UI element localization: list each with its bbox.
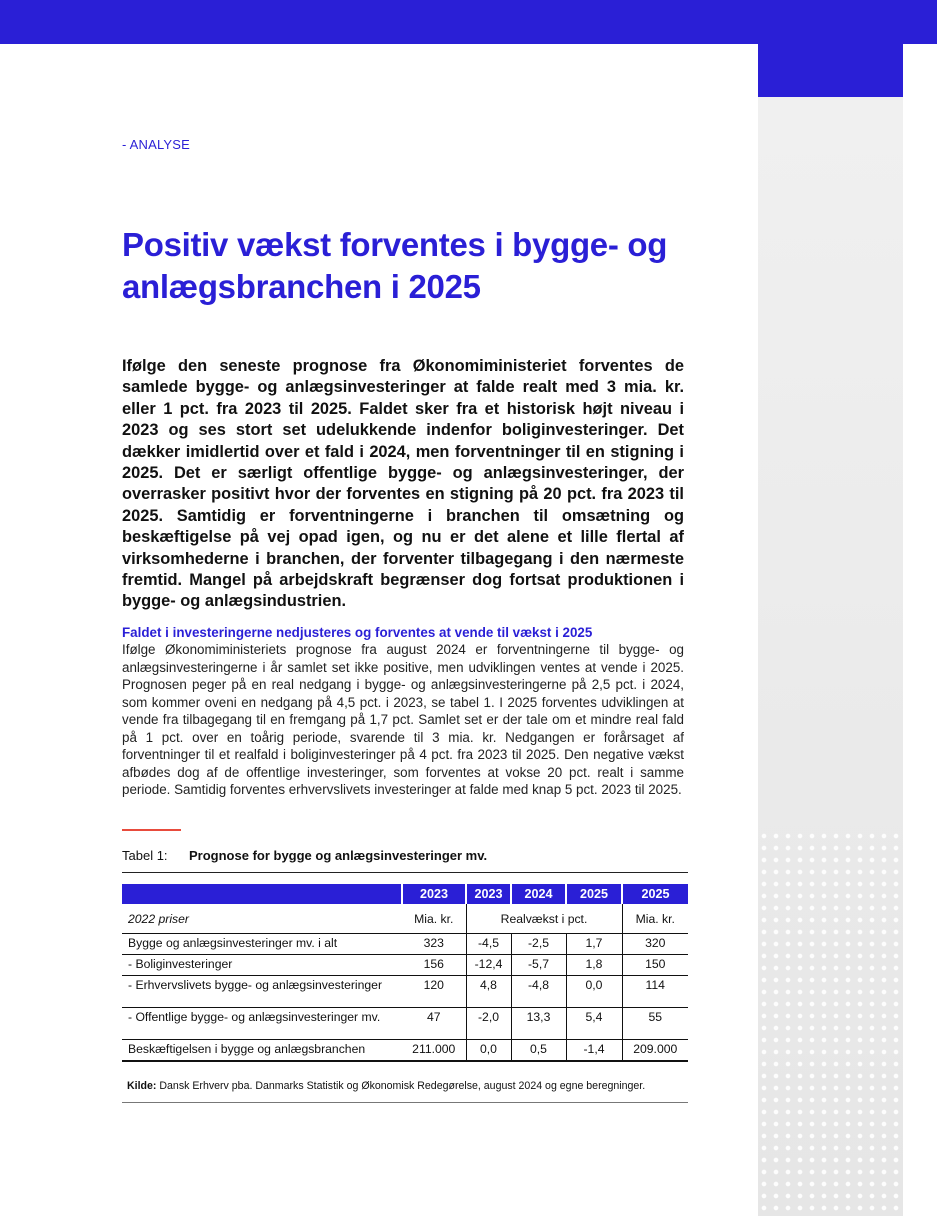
table-number: Tabel 1: xyxy=(122,848,168,863)
table-title: Prognose for bygge og anlægsinvesteringer mv. xyxy=(189,848,488,863)
side-brand-block xyxy=(758,44,903,97)
table-cell: -2,5 xyxy=(511,934,566,955)
source-label: Kilde: xyxy=(127,1080,157,1092)
table-row xyxy=(122,976,688,1008)
table-cell: 150 xyxy=(622,955,688,976)
source-rule xyxy=(122,1102,688,1103)
table-cell: 0,0 xyxy=(566,976,622,1008)
header-year: 2023 xyxy=(402,884,466,904)
table-cell: 13,3 xyxy=(511,1008,566,1040)
table-cell: 0,0 xyxy=(466,1040,511,1062)
table-cell: -5,7 xyxy=(511,955,566,976)
top-brand-bar xyxy=(0,0,937,44)
header-year: 2023 xyxy=(466,884,511,904)
table-cell: 120 xyxy=(402,976,466,1008)
header-year: 2025 xyxy=(566,884,622,904)
header-year: 2025 xyxy=(622,884,688,904)
source-note xyxy=(127,1080,645,1092)
table-cell: 211.000 xyxy=(402,1040,466,1062)
table-cell: 5,4 xyxy=(566,1008,622,1040)
table-cell: 55 xyxy=(622,1008,688,1040)
table-row xyxy=(122,934,688,955)
table-header-row xyxy=(122,884,688,904)
unit-cell: Mia. kr. xyxy=(622,904,688,934)
source-text: Dansk Erhverv pba. Danmarks Statistik og Økonomisk Redegørelse, august 2024 og egne beregninger. xyxy=(156,1080,646,1092)
table-caption xyxy=(122,848,487,863)
table-row xyxy=(122,955,688,976)
unit-row xyxy=(122,904,688,934)
row-label: - Boliginvesteringer xyxy=(122,955,402,976)
table-cell: 0,5 xyxy=(511,1040,566,1062)
table-cell: 4,8 xyxy=(466,976,511,1008)
table-cell: 156 xyxy=(402,955,466,976)
table-row xyxy=(122,1008,688,1040)
unit-cell: Realvækst i pct. xyxy=(466,904,622,934)
row-label: Bygge og anlægsinvesteringer mv. i alt xyxy=(122,934,402,955)
table-row xyxy=(122,1040,688,1062)
row-label: - Erhvervslivets bygge- og anlægsinvesteringer xyxy=(122,976,402,1008)
header-year: 2024 xyxy=(511,884,566,904)
table-cell: 114 xyxy=(622,976,688,1008)
table-cell: -2,0 xyxy=(466,1008,511,1040)
unit-cell: Mia. kr. xyxy=(402,904,466,934)
intro-paragraph: Ifølge den seneste prognose fra Økonomiministeriet forventes de samlede bygge- og anlægsinvesteringer at falde realt med 3 mia. kr. eller 1 pct. fra 2023 til 2025. Faldet sker fra et historisk højt niveau i 2023 og ses stort set udelukkende indenfor boliginvesteringer. Det dækker imidlertid over et fald i 2024, men forventninger til en stigning i 2025. Det er særligt offentlige bygge- og anlægsinvesteringer, der overrasker positivt hvor der forventes en stigning på 20 pct. fra 2023 til 2025. Samtidig er forventningerne i branchen til omsætning og beskæftigelse på vej opad igen, og nu er det alene et lille flertal af virksomhederne i branchen, der forventer tilbagegang i den nærmeste fremtid. Mangel på arbejdskraft begrænser dog fortsat produktionen i bygge- og anlægsindustrien. xyxy=(122,357,684,611)
caption-rule xyxy=(122,872,688,873)
table-cell: -4,5 xyxy=(466,934,511,955)
table-cell: 1,7 xyxy=(566,934,622,955)
row-label: Beskæftigelsen i bygge og anlægsbranchen xyxy=(122,1040,402,1062)
forecast-table xyxy=(122,884,688,1062)
table-cell: 47 xyxy=(402,1008,466,1040)
dot-pattern xyxy=(758,830,903,1216)
table-cell: 209.000 xyxy=(622,1040,688,1062)
table-cell: 1,8 xyxy=(566,955,622,976)
section-tag: - ANALYSE xyxy=(122,137,191,152)
row-label: - Offentlige bygge- og anlægsinvesteringer mv. xyxy=(122,1008,402,1040)
header-label-cell xyxy=(122,884,402,904)
page-title: Positiv vækst forventes i bygge- og anlægsbranchen i 2025 xyxy=(122,226,668,305)
table-cell: -12,4 xyxy=(466,955,511,976)
table-cell: -4,8 xyxy=(511,976,566,1008)
section-heading: Faldet i investeringerne nedjusteres og forventes at vende til vækst i 2025 xyxy=(122,625,593,640)
accent-rule xyxy=(122,829,181,831)
table-cell: 323 xyxy=(402,934,466,955)
table-cell: -1,4 xyxy=(566,1040,622,1062)
section-body: Ifølge Økonomiministeriets prognose fra august 2024 er forventningerne til bygge- og anlægsinvesteringerne i år samlet set ikke positive, men udviklingen ventes at vende i 2025. Prognosen peger på en real nedgang i bygge- og anlægsinvesteringerne på 2,5 pct. i 2024, som kommer oveni en nedgang på 4,5 pct. i 2023, se tabel 1. I 2025 forventes udviklingen at vende fra tilbagegang til en fremgang på 1,7 pct. Samlet set er der tale om et mindre real fald på 1 pct. over en toårig periode, svarende til 3 mia. kr. Nedgangen er forårsaget af forventninger til et realfald i boliginvesteringer på 4 pct. fra 2023 til 2025. Den negative vækst afbødes dog af de offentlige investeringer, som forventes at vokse 20 pct. realt i samme periode. Samtidig forventes erhvervslivets investeringer at falde med knap 5 pct. 2023 til 2025. xyxy=(122,642,684,797)
unit-label: 2022 priser xyxy=(122,904,402,934)
table-cell: 320 xyxy=(622,934,688,955)
